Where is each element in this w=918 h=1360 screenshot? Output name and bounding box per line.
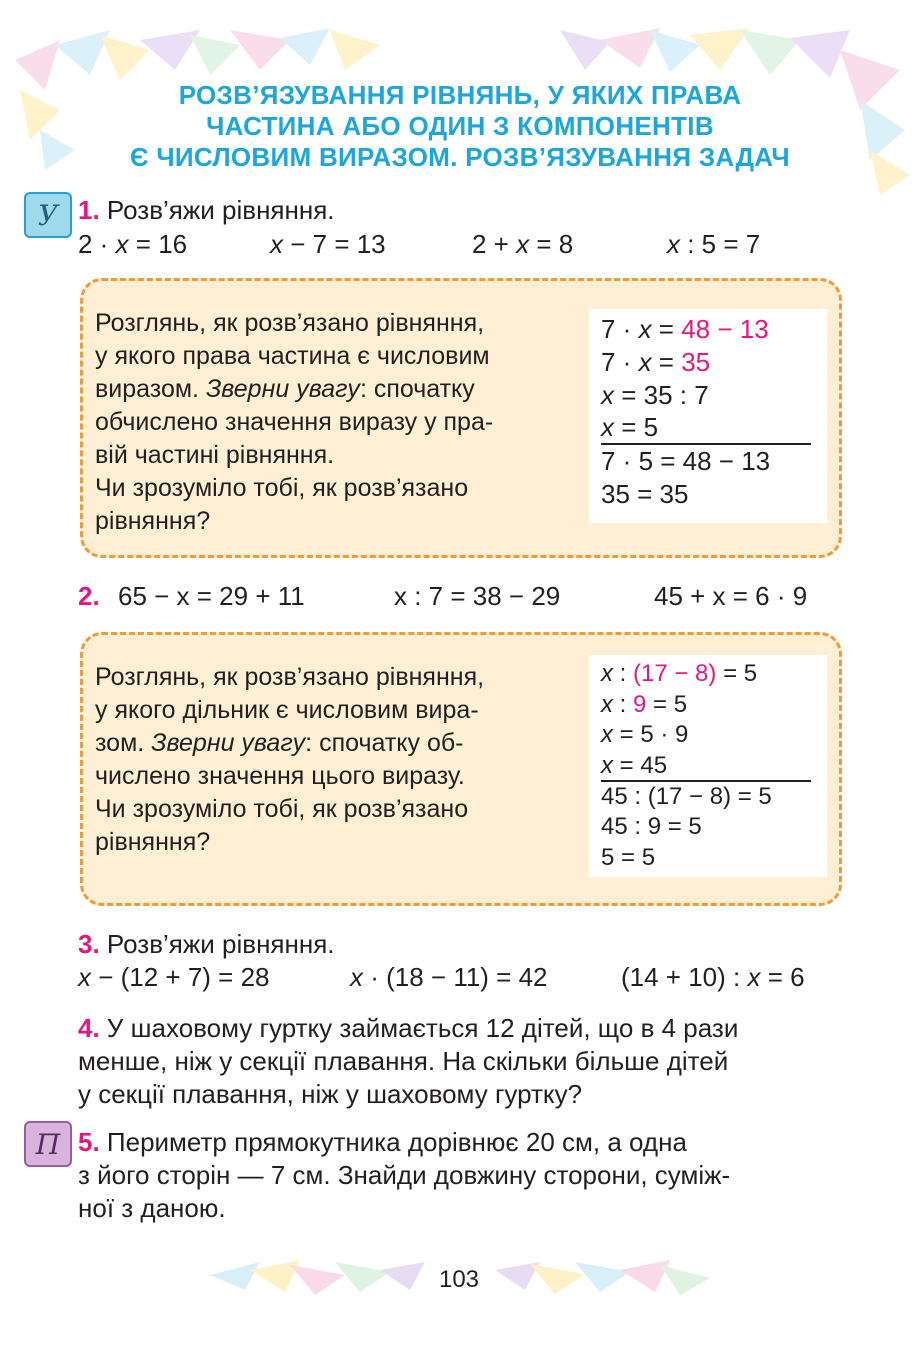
solution-2: x : (17 − 8) = 5 x : 9 = 5 x = 5 · 9 x = 45 45 : (17 − 8) = 5 45 : 9 = 5 5 = 5: [589, 655, 827, 877]
task-3-heading: 3. Розв’яжи рівняння.: [78, 929, 335, 959]
task-5-line-3: ної з даною.: [78, 1193, 226, 1223]
task-3-equation-1: x − (12 + 7) = 28: [78, 962, 270, 992]
task-5-line-1: 5. Периметр прямокутника дорівнює 20 см, а одна: [78, 1127, 687, 1157]
solution-1: 7 · x = 48 − 13 7 · x = 35 x = 35 : 7 x = 5 7 · 5 = 48 − 13 35 = 35: [589, 309, 827, 523]
task-1-equation-3: 2 + x = 8: [472, 229, 574, 259]
task-2-equation-1: 65 − x = 29 + 11: [118, 581, 305, 611]
task-4-line-3: у секції плавання, ніж у шаховому гуртку?: [78, 1079, 583, 1109]
example-box-1: [80, 278, 842, 558]
task-1-heading: [78, 194, 335, 226]
example-box-1-text: Розглянь, як розв’язано рівняння, у якого права частина є числовим виразом. Зверни увагу: спочатку обчислено значення виразу у пра- вій частині рівняння. Чи зрозуміло тобі, як розв’язано рівняння?: [95, 309, 494, 535]
task-4-line-1: 4. У шаховому гуртку займається 12 дітей, що в 4 рази: [78, 1013, 739, 1043]
task-1-equation-2: x − 7 = 13: [270, 229, 386, 259]
title-line-1: РОЗВ’ЯЗУВАННЯ РІВНЯНЬ, У ЯКИХ ПРАВА: [178, 80, 742, 110]
task-1-equation-4: x : 5 = 7: [667, 229, 761, 259]
title-line-3: Є ЧИСЛОВИМ ВИРАЗОМ. РОЗВ’ЯЗУВАННЯ ЗАДАЧ: [130, 142, 790, 172]
task-2-equation-3: 45 + x = 6 · 9: [654, 581, 808, 611]
task-number: 1.: [78, 195, 100, 225]
title-line-2: ЧАСТИНА АБО ОДИН З КОМПОНЕНТІВ: [206, 111, 714, 141]
example-box-2: [80, 632, 842, 906]
task-text: Розв’яжи рівняння.: [106, 195, 335, 225]
page-number: 103: [438, 1266, 480, 1293]
badge-u-icon: У: [24, 192, 72, 238]
badge-p-icon: П: [24, 1121, 72, 1167]
page-title: [60, 80, 860, 173]
task-2-number: 2.: [78, 581, 100, 611]
example-box-2-text: Розглянь, як розв’язано рівняння, у якого дільник є числовим вира- зом. Зверни увагу: спочатку об- числено значення цього виразу. Чи зрозуміло тобі, як розв’язано рівняння?: [95, 663, 485, 856]
task-2-equation-2: x : 7 = 38 − 29: [394, 581, 561, 611]
task-1-equation-1: 2 · x = 16: [78, 229, 188, 259]
task-3-equation-2: x · (18 − 11) = 42: [350, 962, 548, 992]
task-3-equation-3: (14 + 10) : x = 6: [621, 962, 805, 992]
task-4-line-2: менше, ніж у секції плавання. На скільки більше дітей: [78, 1046, 729, 1076]
task-5-line-2: з його сторін — 7 см. Знайди довжину сторони, суміж-: [78, 1160, 731, 1190]
